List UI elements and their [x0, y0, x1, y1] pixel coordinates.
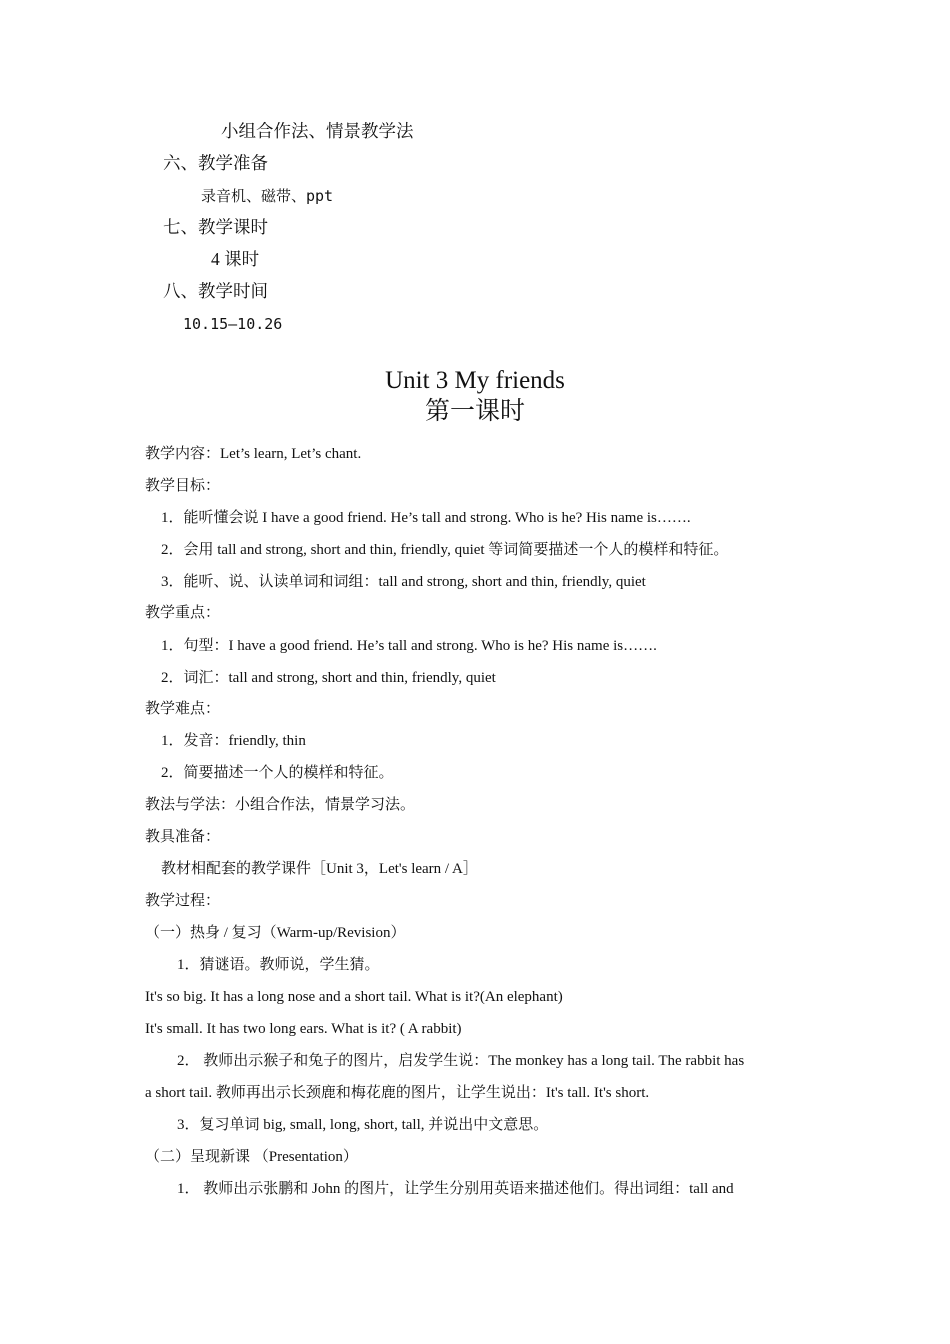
- unit-title: Unit 3 My friends: [385, 367, 565, 394]
- riddle-line: It's so big. It has a long nose and a short tail. What is it?(An elephant): [145, 989, 563, 1005]
- objectives-heading: 教学目标：: [145, 478, 221, 494]
- process-item: 2． 教师出示猴子和兔子的图片，启发学生说：The monkey has a long tail. The rabbit has: [177, 1053, 745, 1069]
- difficulty-item: 1．发音：friendly, thin: [161, 733, 306, 749]
- teaching-hours-text: 4 课时: [211, 249, 260, 269]
- difficulties-heading: 教学难点：: [145, 701, 221, 717]
- objective-item: 3．能听、说、认读单词和词组：tall and strong, short and thin, friendly, quiet: [161, 574, 646, 590]
- key-point-item: 2．词汇：tall and strong, short and thin, friendly, quiet: [161, 670, 496, 686]
- section-presentation-heading: （二）呈现新课 （Presentation）: [145, 1149, 358, 1165]
- riddle-line: It's small. It has two long ears. What is it? ( A rabbit): [145, 1021, 462, 1037]
- methods-line: 教法与学法：小组合作法，情景学习法。: [145, 797, 416, 813]
- key-points-heading: 教学重点：: [145, 605, 221, 621]
- teaching-hours-heading: 七、教学课时: [163, 217, 268, 237]
- content-line: 教学内容：Let’s learn, Let’s chant.: [145, 446, 362, 462]
- process-item: 1．猜谜语。教师说，学生猜。: [177, 957, 380, 973]
- teaching-prep-text: 录音机、磁带、ppt: [201, 187, 334, 205]
- lesson-title: 第一课时: [424, 398, 525, 425]
- teaching-methods-text: 小组合作法、情景教学法: [221, 121, 414, 141]
- teaching-time-text: 10.15—10.26: [183, 315, 283, 333]
- objective-item: 2．会用 tall and strong, short and thin, friendly, quiet 等词简要描述一个人的模样和特征。: [161, 542, 729, 558]
- process-item: 1． 教师出示张鹏和 John 的图片，让学生分别用英语来描述他们。得出词组：tall and: [177, 1181, 734, 1197]
- section-warmup-heading: （一）热身 / 复习（Warm-up/Revision）: [145, 925, 406, 941]
- difficulty-item: 2．简要描述一个人的模样和特征。: [161, 765, 394, 781]
- objective-item: 1．能听懂会说 I have a good friend. He’s tall and strong. Who is he? His name is…….: [161, 510, 691, 526]
- process-item: 3．复习单词 big, small, long, short, tall, 并说出中文意思。: [177, 1117, 549, 1133]
- process-heading: 教学过程：: [145, 893, 221, 909]
- process-item-continued: a short tail. 教师再出示长颈鹿和梅花鹿的图片，让学生说出：It's tall. It's short.: [145, 1085, 650, 1101]
- teaching-time-heading: 八、教学时间: [163, 281, 268, 301]
- aids-text: 教材相配套的教学课件［Unit 3，Let's learn / A］: [161, 861, 478, 877]
- teaching-prep-heading: 六、教学准备: [163, 153, 268, 173]
- aids-heading: 教具准备：: [145, 829, 221, 845]
- key-point-item: 1．句型：I have a good friend. He’s tall and strong. Who is he? His name is…….: [161, 638, 657, 654]
